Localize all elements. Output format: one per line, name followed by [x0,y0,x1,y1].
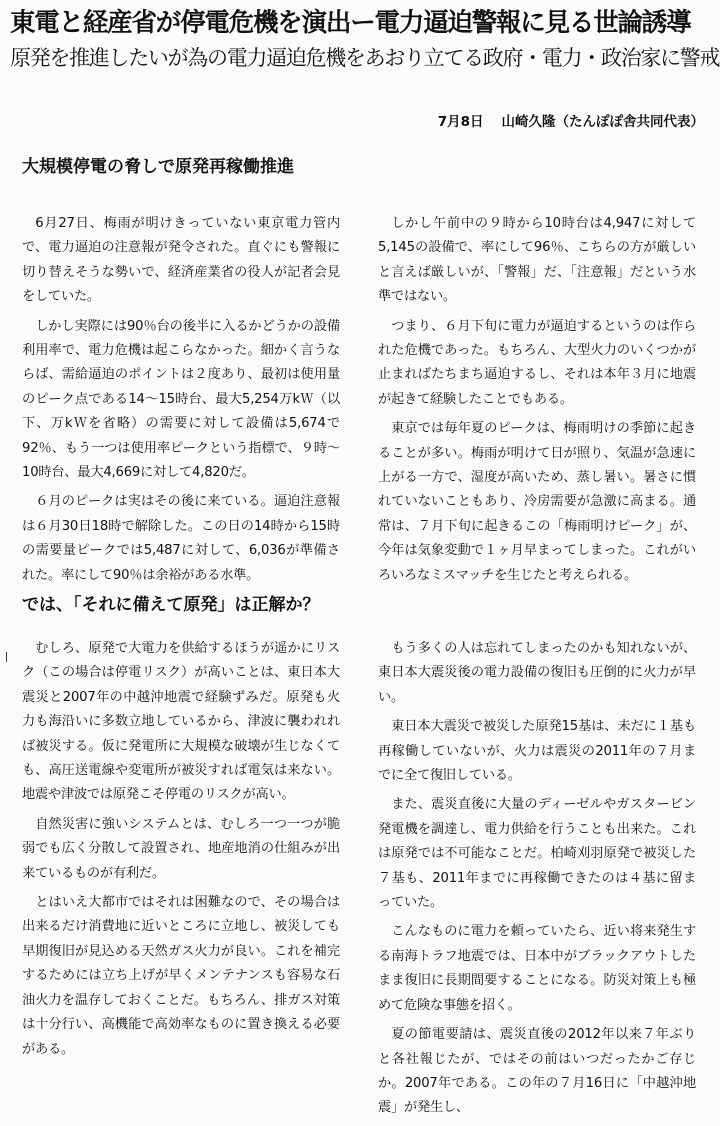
paragraph: しかし午前中の９時から10時台は4,947に対して5,145の設備で、率にして96％、こちらの方が厳しいと言えば厳しいが、「警報」だ、「注意報」だという水準ではない。 [378,216,696,305]
paragraph: また、震災直後に大量のディーゼルやガスタービン発電機を調達し、電力供給を行うことも出来た。これは原発では不可能なことだ。柏崎刈羽原発で被災した７基も、2011年までに再稼働できたのは４基に留まっていた。 [378,797,696,911]
byline [420,110,704,130]
paragraph: むしろ、原発で大電力を供給するほうが遥かにリスク（この場合は停電リスク）が高いことは、東日本大震災と2007年の中越沖地震で経験ずみだ。原発も火力も海沿いに多数立地しているから、津波に襲われれば被災する。仮に発電所に大規模な破壊が生じなくても、高圧送電線や変電所が被災すれば電気は来ない。地震や津波では原発こそ停電のリスクが高い。 [22,641,340,803]
section-title-1: 大規模停電の脅しで原発再稼働推進 [22,157,294,177]
headline: 東電と経産省が停電危機を演出ー電力逼迫警報に見る世論誘導 [10,8,691,38]
paragraph: 東京では毎年夏のピークは、梅雨明けの季節に起きることが多い。梅雨が明けて日が照り、気温が急速に上がる一方で、湿度が高いため、蒸し暑い。暑さに慣れていないこともあり、冷房需要が急激に高まる。通常は、７月下旬に起きるこの「梅雨明けピーク」が、今年は気象変動で１ヶ月早まってしまった。これがいろいろなミスマッチを生じたと考えられる。 [378,421,696,583]
author-name: 山崎久隆（たんぽぽ舎共同代表） [501,114,704,130]
paragraph: こんなものに電力を頼っていたら、近い将来発生する南海トラフ地震では、日本中がブラックアウトしたまま復旧に長期間要することになる。防災対策上も極めて危険な事態を招く。 [378,924,696,1013]
paragraph: とはいえ大都市ではそれは困難なので、その場合は出来るだけ消費地に近いところに立地し、被災しても早期復旧が見込める天然ガス火力が良い。これを補完するためには立ち上げが早くメンテナンスも容易な石油火力を温存しておくことだ。もちろん、排ガス対策は十分行い、高機能で高効率なものに置き換える必要がある。 [22,895,340,1057]
margin-mark [6,652,7,662]
section2-left-column [22,637,340,1067]
paragraph: 6月27日、梅雨が明けきっていない東京電力管内で、電力逼迫の注意報が発令された。直ぐにも警報に切り替えそうな勢いで、経済産業省の役人が記者会見をしていた。 [22,216,340,305]
paragraph: 東日本大震災で被災した原発15基は、未だに１基も再稼働していないが、火力は震災の2011年の７月までに全て復旧している。 [378,719,696,784]
paragraph: しかし実際には90％台の後半に入るかどうかの設備利用率で、電力危機は起こらなかった。細かく言うならば、需給逼迫のポイントは２度あり、最初は使用量のピーク点である14～15時台、最大5,254万kＷ（以下、万kＷを省略）の需要に対して設備は5,674で92％、もう一つは使用率ピークという指標で、９時～10時台、最大4,669に対して4,820だ。 [22,318,340,481]
article-date: 7月8日 [437,114,484,130]
paragraph: 夏の節電要請は、震災直後の2012年以来７年ぶりと各社報じたが、ではその前はいつだったかご存じか。2007年である。この年の７月16日に「中越沖地震」が発生し、 [378,1027,696,1116]
section1-right-column [378,212,696,593]
paragraph: 自然災害に強いシステムとは、むしろ一つ一つが脆弱でも広く分散して設置され、地産地消の仕組みが出来ているものが有利だ。 [22,816,340,881]
paragraph: ６月のピークは実はその後に来ている。逼迫注意報は６月30日18時で解除した。この日の14時から15時の需要量ピークでは5,487に対して、6,036が準備された。率にして90％は余裕がある水準。 [22,494,340,583]
paragraph: つまり、６月下旬に電力が逼迫するというのは作られた危機であった。もちろん、大型火力のいくつかが止まればたちまち逼迫するし、それは本年３月に地震が起きて経験したことでもある。 [378,318,696,407]
subheadline: 原発を推進したいが為の電力逼迫危機をあおり立てる政府・電力・政治家に警戒 [10,46,720,70]
section2-right-column [378,637,696,1126]
section1-left-column [22,212,340,593]
section-title-2: では、「それに備えて原発」は正解か？ [22,595,320,615]
paragraph: もう多くの人は忘れてしまったのかも知れないが、東日本大震災後の電力設備の復旧も圧倒的に火力が早い。 [378,641,696,705]
